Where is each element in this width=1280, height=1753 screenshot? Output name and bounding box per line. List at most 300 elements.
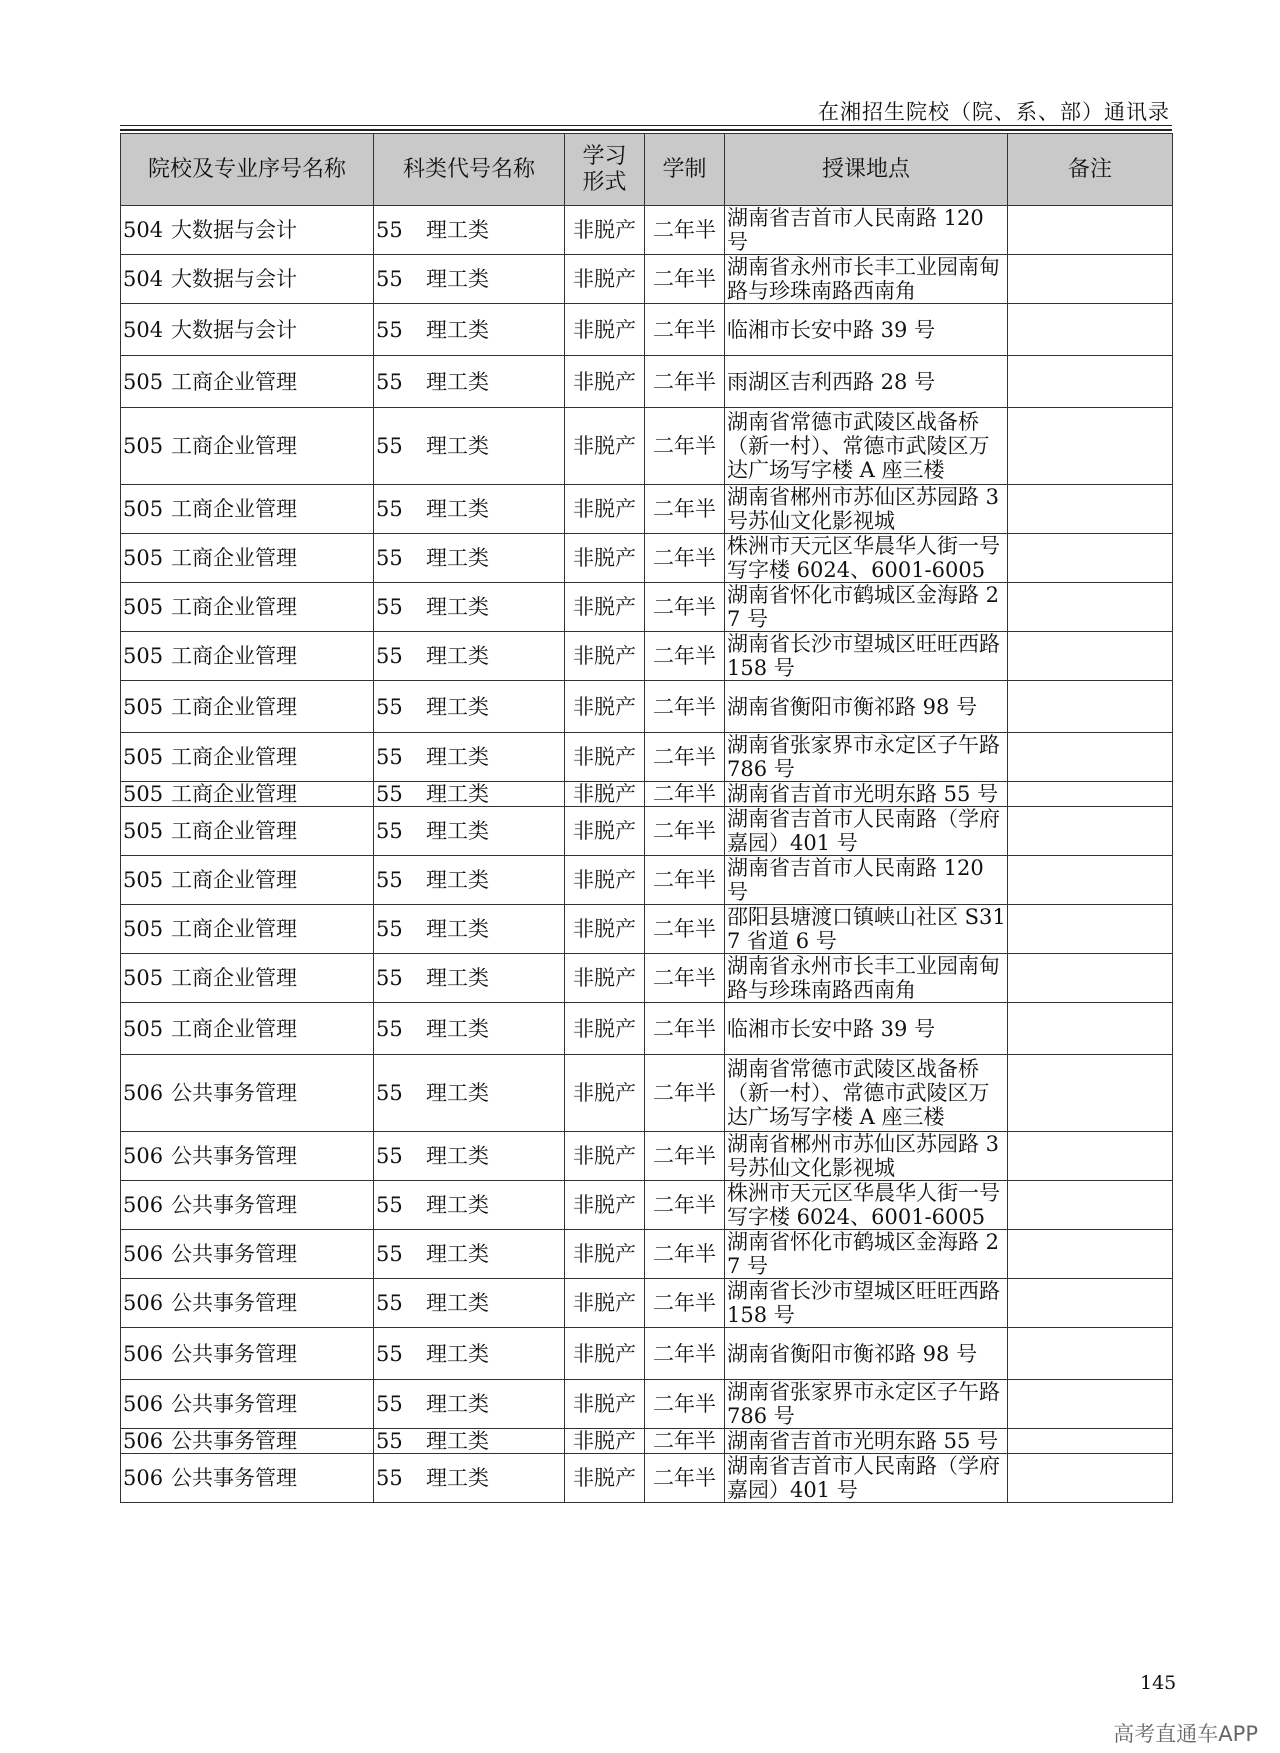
major-name: 公共事务管理 [171,1081,297,1105]
cell-major [121,1328,374,1380]
cell-subject [374,304,565,356]
table-row [121,681,1173,733]
cell-study-form: 非脱产 [565,356,645,408]
table-row [121,1132,1173,1181]
major-code: 504 [123,218,164,242]
column-header-note: 备注 [1008,134,1173,206]
column-header-major: 院校及专业序号名称 [121,134,374,206]
column-header-duration: 学制 [645,134,725,206]
cell-note [1008,583,1173,632]
major-code: 505 [123,644,164,668]
cell-location: 湖南省怀化市鹤城区金海路 27 号 [725,583,1008,632]
cell-location: 邵阳县塘渡口镇峡山社区 S317 省道 6 号 [725,905,1008,954]
cell-major [121,206,374,255]
table-row [121,255,1173,304]
cell-subject [374,733,565,782]
cell-major [121,807,374,856]
cell-major [121,485,374,534]
cell-location: 湖南省衡阳市衡祁路 98 号 [725,681,1008,733]
cell-major [121,733,374,782]
subject-name: 理工类 [426,1144,489,1168]
cell-duration: 二年半 [645,255,725,304]
major-name: 工商企业管理 [171,868,297,892]
subject-name: 理工类 [426,1429,489,1453]
cell-duration: 二年半 [645,1380,725,1429]
header-rule-thick [120,129,1172,131]
cell-duration: 二年半 [645,1181,725,1230]
cell-note [1008,1328,1173,1380]
cell-note [1008,1454,1173,1503]
column-header-subject: 科类代号名称 [374,134,565,206]
table-row [121,1328,1173,1380]
table-row [121,1003,1173,1055]
cell-study-form: 非脱产 [565,534,645,583]
cell-study-form: 非脱产 [565,681,645,733]
cell-duration: 二年半 [645,1279,725,1328]
major-name: 工商企业管理 [171,546,297,570]
cell-note [1008,206,1173,255]
subject-code: 55 [376,1242,403,1266]
major-name: 大数据与会计 [171,317,297,342]
cell-study-form: 非脱产 [565,1454,645,1503]
cell-note [1008,1380,1173,1429]
cell-location: 临湘市长安中路 39 号 [725,304,1008,356]
cell-location: 雨湖区吉利西路 28 号 [725,356,1008,408]
cell-note [1008,1230,1173,1279]
cell-major [121,1380,374,1429]
cell-major [121,954,374,1003]
subject-code: 55 [376,1392,403,1416]
subject-name: 理工类 [426,1242,489,1266]
cell-major [121,1055,374,1132]
column-header-study-form [565,134,645,206]
cell-note [1008,1055,1173,1132]
major-name: 工商企业管理 [171,819,297,843]
major-name: 工商企业管理 [171,745,297,769]
major-name: 公共事务管理 [171,1429,297,1453]
major-code: 505 [123,497,164,521]
major-name: 工商企业管理 [171,644,297,668]
major-name: 工商企业管理 [171,595,297,619]
major-code: 506 [123,1193,164,1217]
major-code: 506 [123,1392,164,1416]
cell-study-form: 非脱产 [565,856,645,905]
cell-major [121,905,374,954]
subject-name: 理工类 [426,868,489,892]
major-code: 505 [123,434,164,458]
cell-study-form: 非脱产 [565,954,645,1003]
cell-major [121,681,374,733]
cell-location: 湖南省永州市长丰工业园南甸路与珍珠南路西南角 [725,255,1008,304]
cell-study-form: 非脱产 [565,782,645,807]
cell-note [1008,807,1173,856]
cell-location: 湖南省吉首市人民南路 120 号 [725,206,1008,255]
cell-subject [374,782,565,807]
cell-duration: 二年半 [645,1230,725,1279]
cell-duration: 二年半 [645,1328,725,1380]
subject-name: 理工类 [426,497,489,521]
subject-code: 55 [376,317,403,342]
cell-note [1008,485,1173,534]
table-row [121,807,1173,856]
cell-major [121,782,374,807]
major-code: 505 [123,966,164,990]
table-row [121,534,1173,583]
subject-name: 理工类 [426,966,489,990]
cell-location: 湖南省长沙市望城区旺旺西路 158 号 [725,632,1008,681]
subject-code: 55 [376,1466,403,1490]
major-name: 工商企业管理 [171,966,297,990]
subject-name: 理工类 [426,819,489,843]
major-name: 公共事务管理 [171,1466,297,1490]
cell-duration: 二年半 [645,632,725,681]
column-header-study-form-label: 学习形式 [582,143,627,195]
cell-note [1008,1279,1173,1328]
table-row [121,1454,1173,1503]
table-row [121,408,1173,485]
cell-major [121,356,374,408]
cell-major [121,408,374,485]
cell-note [1008,304,1173,356]
cell-study-form: 非脱产 [565,583,645,632]
subject-code: 55 [376,1429,403,1453]
cell-study-form: 非脱产 [565,255,645,304]
cell-location: 湖南省吉首市光明东路 55 号 [725,782,1008,807]
subject-name: 理工类 [426,267,489,291]
cell-study-form: 非脱产 [565,206,645,255]
table-row [121,856,1173,905]
cell-note [1008,1181,1173,1230]
major-code: 506 [123,1081,164,1105]
major-code: 504 [123,267,164,291]
cell-study-form: 非脱产 [565,632,645,681]
cell-subject [374,1181,565,1230]
cell-major [121,1279,374,1328]
cell-major [121,632,374,681]
cell-subject [374,1132,565,1181]
cell-note [1008,782,1173,807]
cell-subject [374,1429,565,1454]
cell-major [121,534,374,583]
cell-note [1008,1003,1173,1055]
subject-code: 55 [376,1341,403,1366]
major-name: 公共事务管理 [171,1193,297,1217]
cell-location: 湖南省永州市长丰工业园南甸路与珍珠南路西南角 [725,954,1008,1003]
cell-subject [374,856,565,905]
major-code: 506 [123,1429,164,1453]
cell-subject [374,583,565,632]
subject-name: 理工类 [426,1466,489,1490]
cell-note [1008,408,1173,485]
cell-major [121,1454,374,1503]
subject-code: 55 [376,369,403,394]
cell-subject [374,954,565,1003]
subject-code: 55 [376,1144,403,1168]
cell-note [1008,681,1173,733]
major-name: 工商企业管理 [171,369,297,394]
cell-location: 湖南省怀化市鹤城区金海路 27 号 [725,1230,1008,1279]
cell-duration: 二年半 [645,583,725,632]
cell-subject [374,1055,565,1132]
cell-duration: 二年半 [645,304,725,356]
header-rule-thin [120,125,1172,126]
subject-name: 理工类 [426,745,489,769]
subject-code: 55 [376,1081,403,1105]
cell-subject [374,1279,565,1328]
table-row [121,905,1173,954]
cell-study-form: 非脱产 [565,1055,645,1132]
cell-duration: 二年半 [645,681,725,733]
major-name: 公共事务管理 [171,1242,297,1266]
directory-table [120,133,1173,1503]
subject-name: 理工类 [426,546,489,570]
major-name: 工商企业管理 [171,1016,297,1041]
cell-study-form: 非脱产 [565,1429,645,1454]
cell-duration: 二年半 [645,1055,725,1132]
table-row [121,1380,1173,1429]
cell-study-form: 非脱产 [565,1181,645,1230]
subject-name: 理工类 [426,1193,489,1217]
subject-name: 理工类 [426,369,489,394]
cell-study-form: 非脱产 [565,408,645,485]
cell-major [121,856,374,905]
cell-subject [374,408,565,485]
major-code: 505 [123,868,164,892]
cell-subject [374,1454,565,1503]
subject-code: 55 [376,1016,403,1041]
subject-name: 理工类 [426,1341,489,1366]
cell-location: 湖南省张家界市永定区子午路 786 号 [725,1380,1008,1429]
cell-study-form: 非脱产 [565,1003,645,1055]
subject-code: 55 [376,782,403,806]
cell-duration: 二年半 [645,856,725,905]
major-code: 504 [123,317,164,342]
cell-note [1008,1429,1173,1454]
cell-location: 湖南省吉首市人民南路（学府嘉园）401 号 [725,807,1008,856]
subject-code: 55 [376,819,403,843]
subject-name: 理工类 [426,1016,489,1041]
subject-code: 55 [376,745,403,769]
subject-name: 理工类 [426,317,489,342]
cell-subject [374,485,565,534]
table-row [121,206,1173,255]
cell-study-form: 非脱产 [565,1230,645,1279]
cell-note [1008,905,1173,954]
subject-code: 55 [376,1291,403,1315]
cell-subject [374,206,565,255]
cell-location: 临湘市长安中路 39 号 [725,1003,1008,1055]
table-row [121,733,1173,782]
cell-location: 湖南省长沙市望城区旺旺西路 158 号 [725,1279,1008,1328]
cell-subject [374,356,565,408]
major-name: 工商企业管理 [171,917,297,941]
major-code: 505 [123,694,164,719]
subject-name: 理工类 [426,1392,489,1416]
table-row [121,1230,1173,1279]
cell-subject [374,1230,565,1279]
major-code: 505 [123,745,164,769]
cell-study-form: 非脱产 [565,485,645,534]
cell-duration: 二年半 [645,534,725,583]
cell-duration: 二年半 [645,206,725,255]
cell-major [121,1429,374,1454]
major-code: 505 [123,369,164,394]
table-row [121,583,1173,632]
subject-code: 55 [376,1193,403,1217]
major-name: 公共事务管理 [171,1392,297,1416]
cell-note [1008,733,1173,782]
cell-note [1008,1132,1173,1181]
subject-code: 55 [376,546,403,570]
cell-duration: 二年半 [645,733,725,782]
table-row [121,485,1173,534]
table-header-row [121,134,1173,206]
table-row [121,954,1173,1003]
major-code: 506 [123,1144,164,1168]
cell-duration: 二年半 [645,1429,725,1454]
cell-location: 湖南省郴州市苏仙区苏园路 3 号苏仙文化影视城 [725,485,1008,534]
table-row [121,1181,1173,1230]
cell-major [121,1181,374,1230]
major-code: 506 [123,1242,164,1266]
cell-subject [374,1380,565,1429]
cell-note [1008,255,1173,304]
cell-study-form: 非脱产 [565,1328,645,1380]
page-number: 145 [1140,1672,1177,1694]
cell-location: 湖南省吉首市光明东路 55 号 [725,1429,1008,1454]
cell-major [121,304,374,356]
cell-location: 株洲市天元区华晨华人街一号写字楼 6024、6001-6005 [725,534,1008,583]
cell-note [1008,856,1173,905]
cell-major [121,1132,374,1181]
cell-subject [374,1328,565,1380]
cell-study-form: 非脱产 [565,807,645,856]
major-name: 大数据与会计 [171,267,297,291]
cell-subject [374,681,565,733]
major-code: 505 [123,595,164,619]
cell-duration: 二年半 [645,1132,725,1181]
cell-location: 株洲市天元区华晨华人街一号写字楼 6024、6001-6005 [725,1181,1008,1230]
subject-name: 理工类 [426,644,489,668]
cell-location: 湖南省衡阳市衡祁路 98 号 [725,1328,1008,1380]
major-code: 505 [123,546,164,570]
subject-code: 55 [376,694,403,719]
cell-major [121,1230,374,1279]
page-header-title: 在湘招生院校（院、系、部）通讯录 [818,100,1170,124]
major-name: 工商企业管理 [171,694,297,719]
cell-duration: 二年半 [645,782,725,807]
major-code: 506 [123,1291,164,1315]
cell-location: 湖南省吉首市人民南路（学府嘉园）401 号 [725,1454,1008,1503]
cell-duration: 二年半 [645,807,725,856]
cell-location: 湖南省常德市武陵区战备桥（新一村）、常德市武陵区万达广场写字楼 A 座三楼 [725,1055,1008,1132]
subject-code: 55 [376,497,403,521]
table-row [121,1055,1173,1132]
cell-duration: 二年半 [645,905,725,954]
cell-study-form: 非脱产 [565,304,645,356]
cell-major [121,1003,374,1055]
cell-note [1008,356,1173,408]
major-code: 505 [123,819,164,843]
cell-subject [374,807,565,856]
table-row [121,1429,1173,1454]
cell-duration: 二年半 [645,408,725,485]
cell-note [1008,534,1173,583]
subject-name: 理工类 [426,595,489,619]
cell-study-form: 非脱产 [565,905,645,954]
table-row [121,356,1173,408]
cell-study-form: 非脱产 [565,1132,645,1181]
major-name: 工商企业管理 [171,782,297,806]
subject-name: 理工类 [426,434,489,458]
cell-note [1008,632,1173,681]
cell-duration: 二年半 [645,485,725,534]
subject-name: 理工类 [426,1081,489,1105]
cell-subject [374,905,565,954]
subject-code: 55 [376,868,403,892]
major-code: 505 [123,1016,164,1041]
subject-code: 55 [376,917,403,941]
subject-code: 55 [376,595,403,619]
major-code: 505 [123,782,164,806]
major-name: 工商企业管理 [171,497,297,521]
subject-code: 55 [376,644,403,668]
table-row [121,632,1173,681]
cell-study-form: 非脱产 [565,1279,645,1328]
table-row [121,304,1173,356]
cell-duration: 二年半 [645,356,725,408]
cell-duration: 二年半 [645,954,725,1003]
cell-subject [374,255,565,304]
major-name: 工商企业管理 [171,434,297,458]
cell-duration: 二年半 [645,1454,725,1503]
subject-code: 55 [376,966,403,990]
table-body [121,206,1173,1503]
table-row [121,782,1173,807]
subject-code: 55 [376,267,403,291]
subject-name: 理工类 [426,694,489,719]
cell-location: 湖南省常德市武陵区战备桥（新一村）、常德市武陵区万达广场写字楼 A 座三楼 [725,408,1008,485]
cell-subject [374,1003,565,1055]
subject-code: 55 [376,434,403,458]
cell-study-form: 非脱产 [565,733,645,782]
subject-name: 理工类 [426,917,489,941]
watermark-text: 高考直通车APP [1113,1722,1258,1746]
major-code: 506 [123,1341,164,1366]
cell-study-form: 非脱产 [565,1380,645,1429]
cell-duration: 二年半 [645,1003,725,1055]
subject-code: 55 [376,218,403,242]
major-name: 公共事务管理 [171,1341,297,1366]
cell-note [1008,954,1173,1003]
cell-major [121,255,374,304]
cell-location: 湖南省郴州市苏仙区苏园路 3 号苏仙文化影视城 [725,1132,1008,1181]
subject-name: 理工类 [426,218,489,242]
subject-name: 理工类 [426,1291,489,1315]
cell-subject [374,632,565,681]
subject-name: 理工类 [426,782,489,806]
cell-location: 湖南省吉首市人民南路 120 号 [725,856,1008,905]
cell-subject [374,534,565,583]
major-name: 大数据与会计 [171,218,297,242]
major-code: 506 [123,1466,164,1490]
column-header-location: 授课地点 [725,134,1008,206]
major-code: 505 [123,917,164,941]
table-row [121,1279,1173,1328]
major-name: 公共事务管理 [171,1291,297,1315]
cell-location: 湖南省张家界市永定区子午路 786 号 [725,733,1008,782]
cell-major [121,583,374,632]
